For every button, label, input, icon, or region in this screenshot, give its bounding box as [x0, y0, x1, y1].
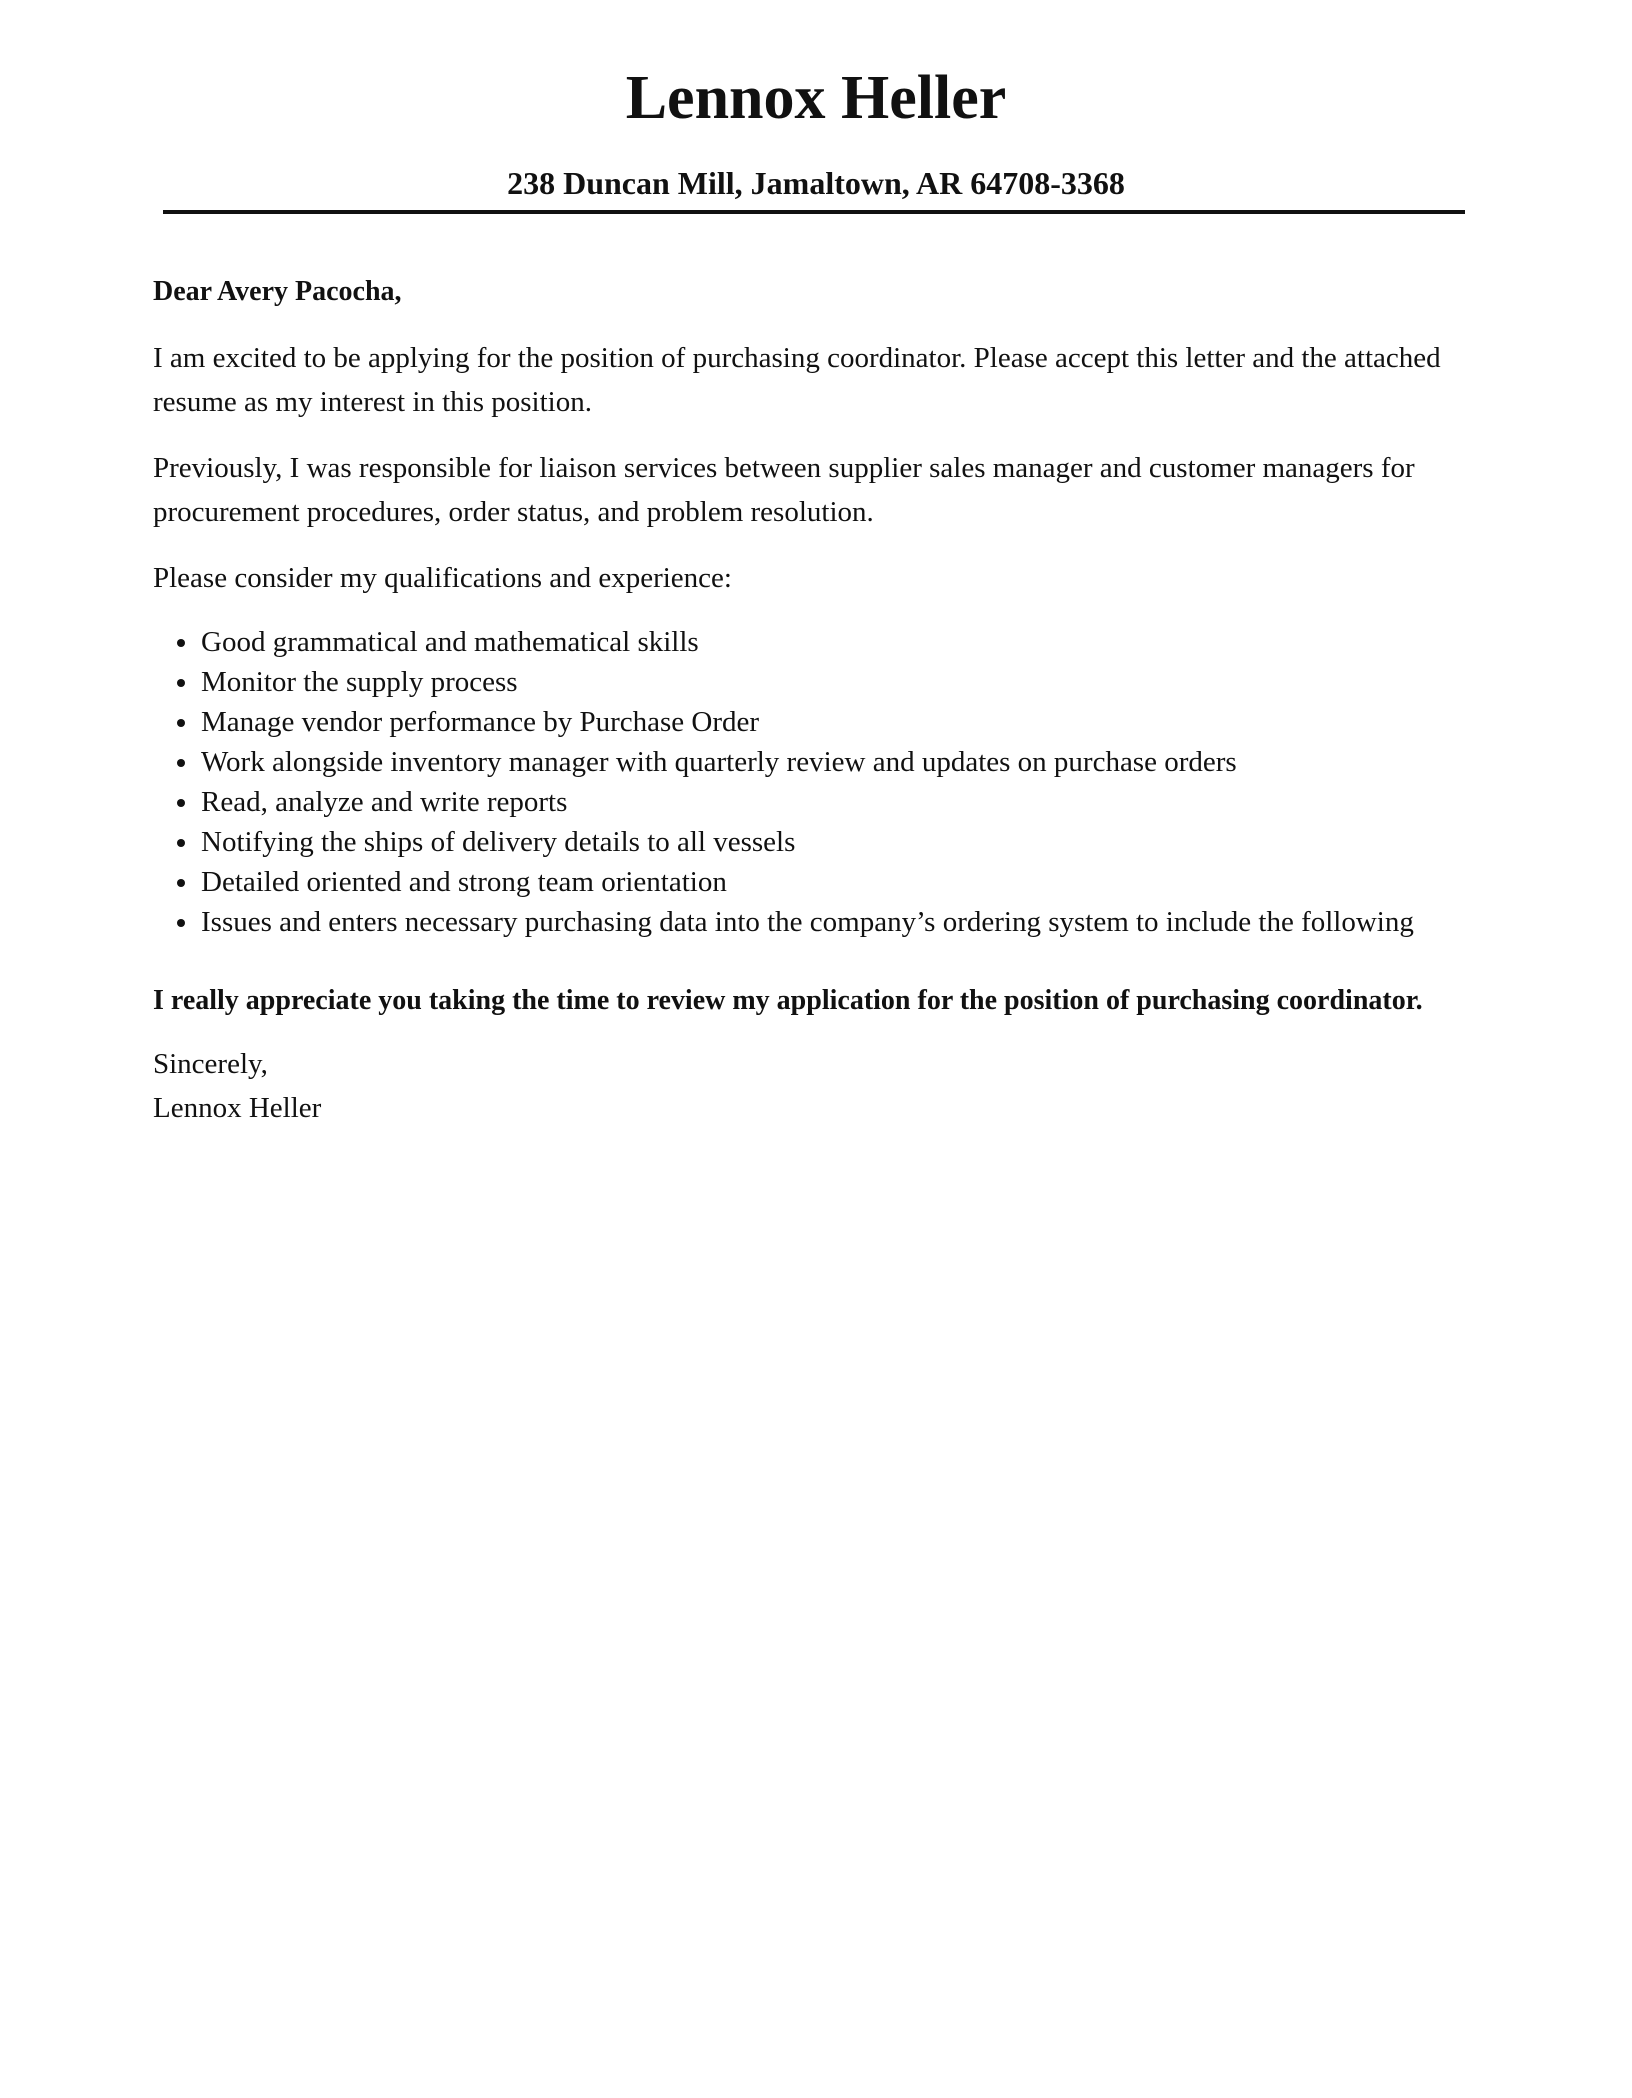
applicant-address: 238 Duncan Mill, Jamaltown, AR 64708-3368: [507, 165, 1125, 201]
bullet-icon: [177, 759, 185, 767]
list-item: [153, 902, 1453, 942]
qualifications-intro: Please consider my qualifications and experience:: [153, 562, 732, 594]
closing-paragraph: I really appreciate you taking the time to review my application for the position of purchasing coordinator.: [153, 985, 1423, 1016]
greeting: Dear Avery Pacocha,: [153, 276, 402, 307]
list-item-text: Issues and enters necessary purchasing data into the company’s ordering system to include the following: [201, 906, 1414, 938]
bullet-icon: [177, 799, 185, 807]
list-item: [153, 822, 1453, 862]
list-item-text: Monitor the supply process: [201, 666, 518, 698]
list-item-text: Notifying the ships of delivery details to all vessels: [201, 826, 796, 858]
list-item-text: Good grammatical and mathematical skills: [201, 626, 699, 658]
header-divider: [163, 210, 1465, 214]
list-item: [153, 662, 1453, 702]
list-item-text: Manage vendor performance by Purchase Order: [201, 706, 760, 738]
bullet-icon: [177, 679, 185, 687]
bullet-icon: [177, 879, 185, 887]
letter-body: [153, 272, 1453, 1130]
list-item: [153, 742, 1453, 782]
applicant-name: Lennox Heller: [625, 64, 1007, 132]
list-item: [153, 622, 1453, 662]
bullet-icon: [177, 839, 185, 847]
list-item: [153, 782, 1453, 822]
bullet-icon: [177, 919, 185, 927]
bullet-icon: [177, 639, 185, 647]
signature: Lennox Heller: [153, 1092, 322, 1124]
list-item-text: Read, analyze and write reports: [201, 786, 568, 818]
list-item: [153, 702, 1453, 742]
signoff: Sincerely,: [153, 1048, 268, 1080]
list-item-text: Detailed oriented and strong team orientation: [201, 866, 727, 898]
qualifications-list: [153, 622, 1453, 942]
list-item: [153, 862, 1453, 902]
experience-paragraph: Previously, I was responsible for liaison services between supplier sales manager and customer managers for procurement procedures, order status, and problem resolution.: [153, 452, 1415, 528]
intro-paragraph: I am excited to be applying for the position of purchasing coordinator. Please accept this letter and the attached resume as my interest in this position.: [153, 342, 1441, 418]
list-item-text: Work alongside inventory manager with quarterly review and updates on purchase orders: [201, 746, 1237, 778]
bullet-icon: [177, 719, 185, 727]
